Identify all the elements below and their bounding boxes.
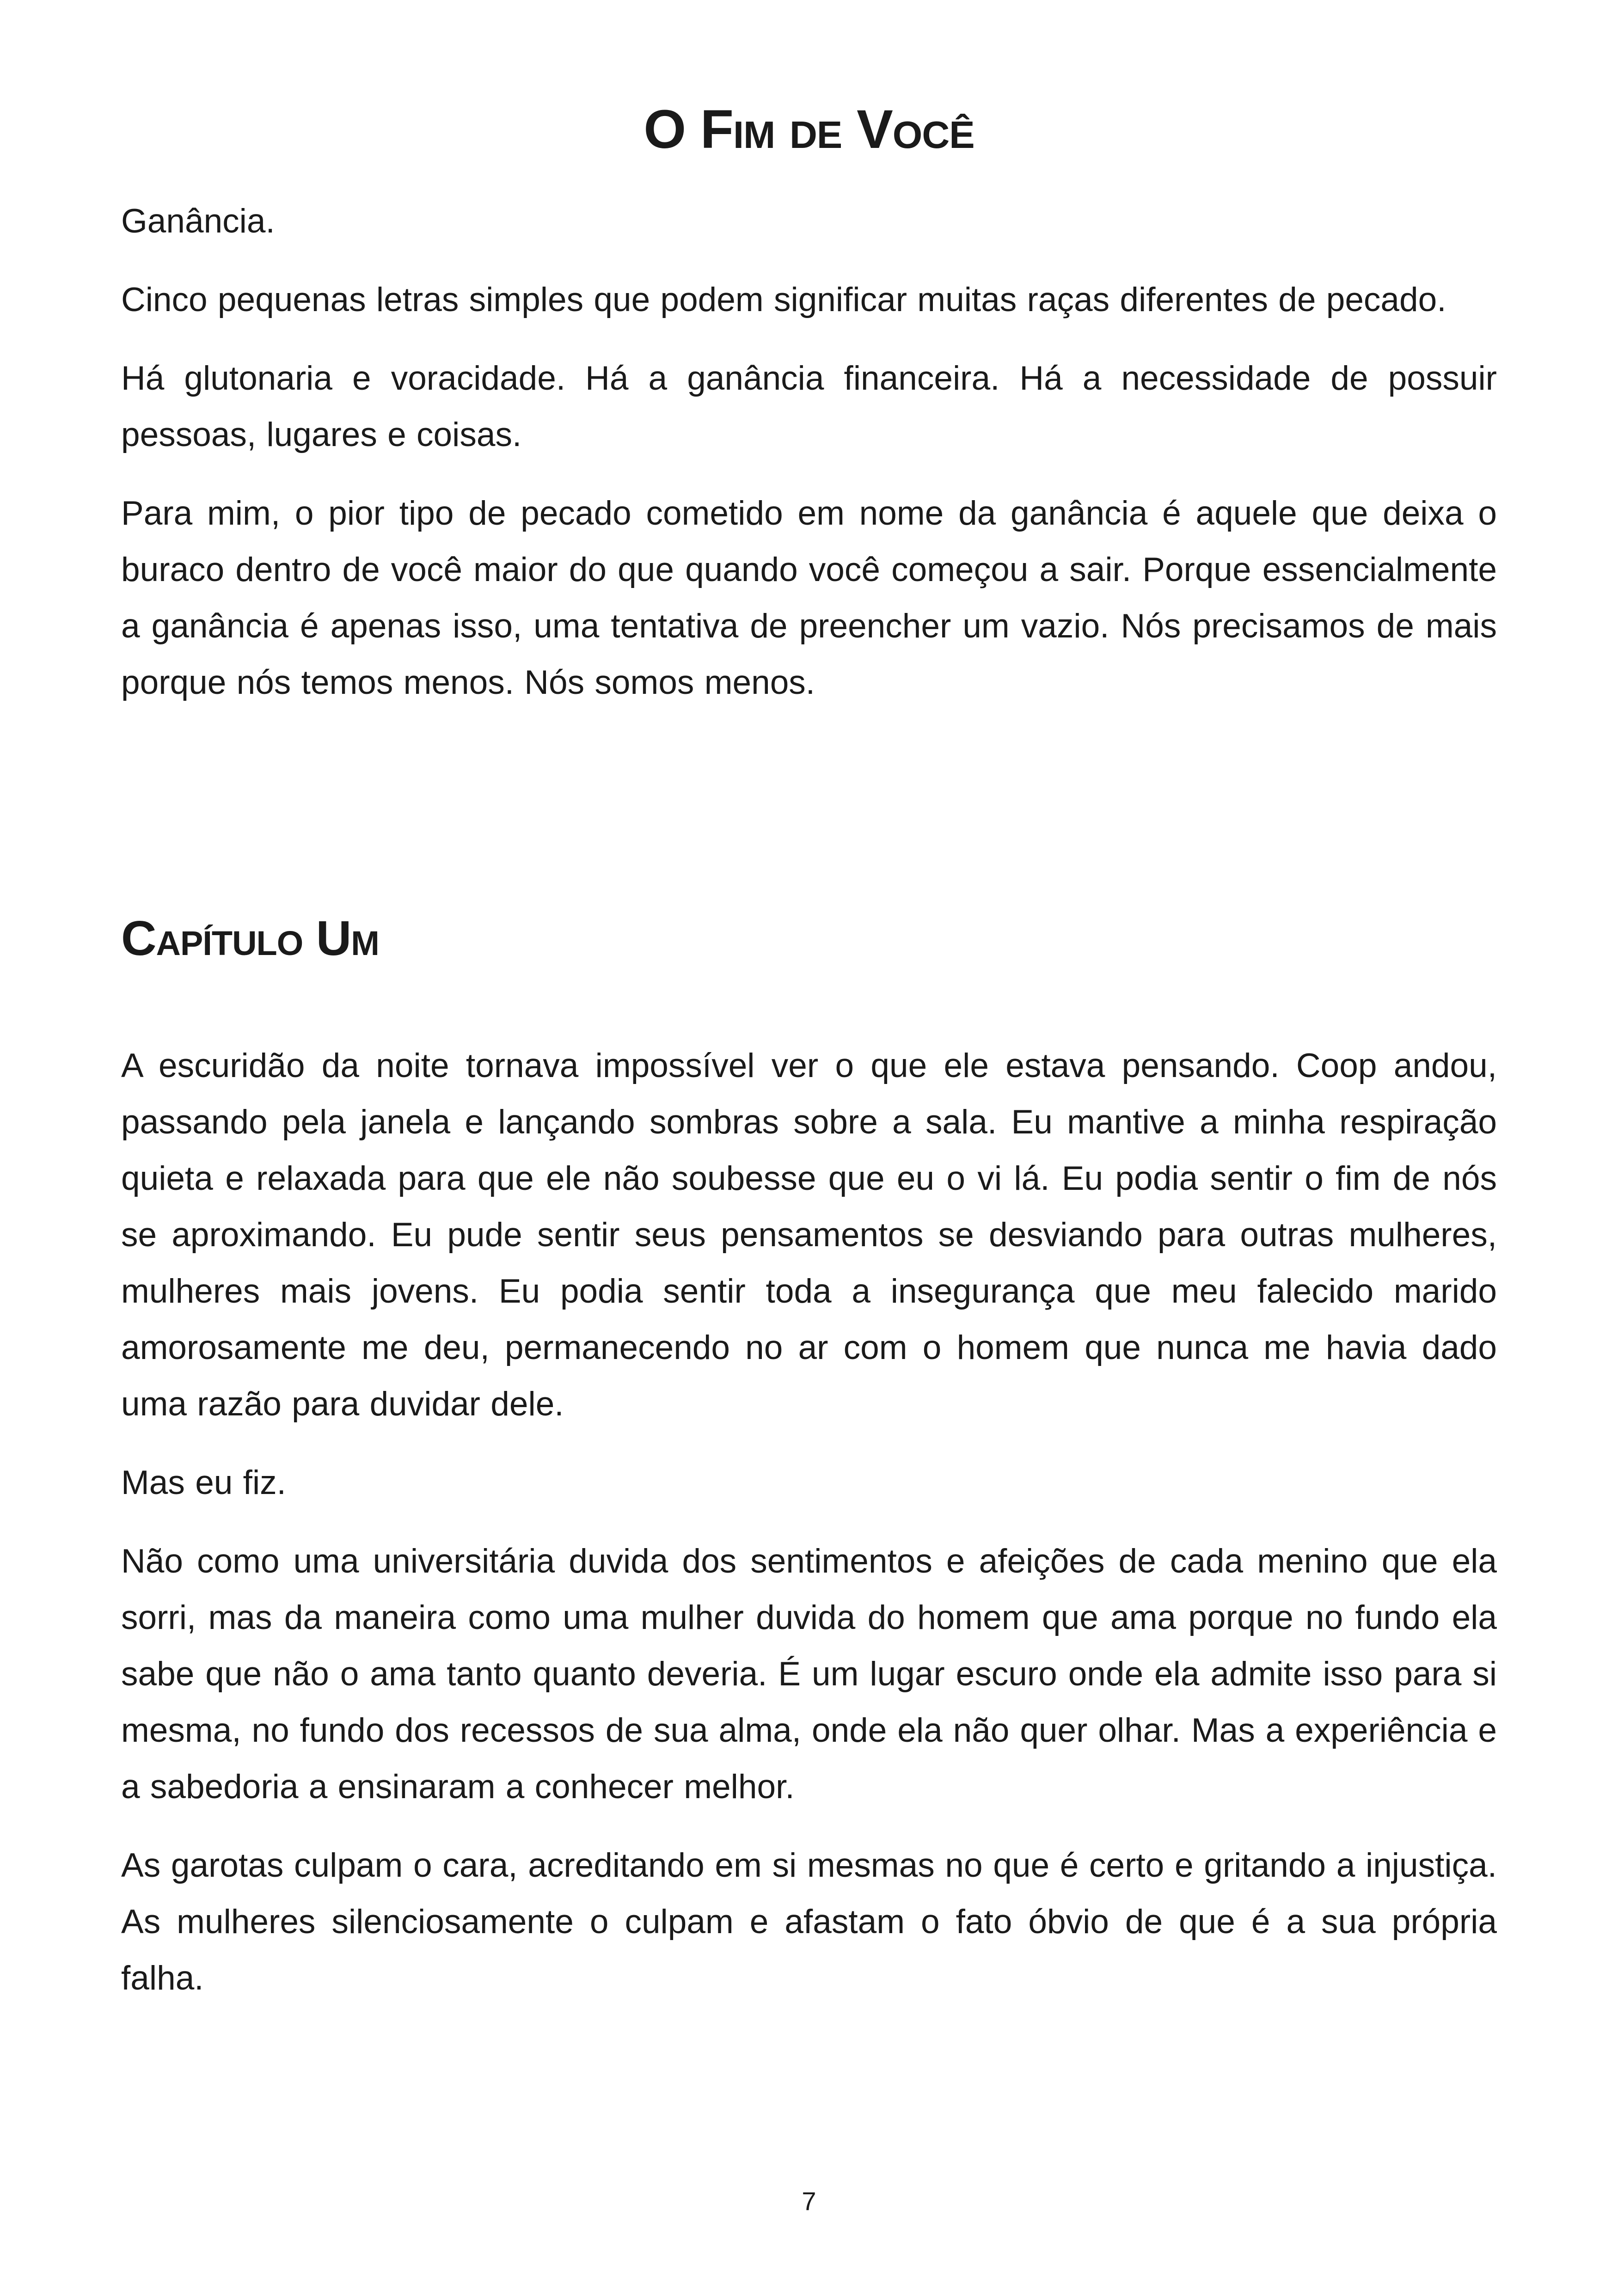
chapter-title: Capítulo Um: [121, 911, 379, 966]
chapter-body: [121, 1038, 1497, 2029]
chapter-paragraph: Mas eu fiz.: [121, 1464, 286, 1501]
chapter-paragraph: A escuridão da noite tornava impossível ver o que ele estava pensando. Coop andou, passando pela janela e lançando sombras sobre a sala. Eu mantive a minha respiração quieta e relaxada para que ele não soubesse que eu o vi lá. Eu podia sentir o fim de nós se aproximando. Eu pude sentir seus pensamentos se desviando para outras mulheres, mulheres mais jovens. Eu podia sentir toda a insegurança que meu falecido marido amorosamente me deu, permanecendo no ar com o homem que nunca me havia dado uma razão para duvidar dele.: [121, 1047, 1497, 1423]
intro-paragraph: Cinco pequenas letras simples que podem significar muitas raças diferentes de pecado.: [121, 281, 1446, 318]
page-number: 7: [802, 2186, 816, 2216]
intro-paragraph: Há glutonaria e voracidade. Há a ganância financeira. Há a necessidade de possuir pessoas, lugares e coisas.: [121, 360, 1497, 453]
intro-paragraph: Ganância.: [121, 202, 275, 240]
intro-section: [121, 193, 1497, 733]
book-title: O Fim de Você: [644, 99, 974, 160]
chapter-paragraph: Não como uma universitária duvida dos sentimentos e afeições de cada menino que ela sorri, mas da maneira como uma mulher duvida do homem que ama porque no fundo ela sabe que não o ama tanto quanto deveria. É um lugar escuro onde ela admite isso para si mesma, no fundo dos recessos de sua alma, onde ela não quer olhar. Mas a experiência e a sabedoria a ensinaram a conhecer melhor.: [121, 1543, 1497, 1806]
intro-paragraph: Para mim, o pior tipo de pecado cometido em nome da ganância é aquele que deixa o buraco dentro de você maior do que quando você começou a sair. Porque essencialmente a ganância é apenas isso, uma tentativa de preencher um vazio. Nós precisamos de mais porque nós temos menos. Nós somos menos.: [121, 495, 1497, 701]
chapter-paragraph: As garotas culpam o cara, acreditando em si mesmas no que é certo e gritando a injustiça. As mulheres silenciosamente o culpam e afastam o fato óbvio de que é a sua própria falha.: [121, 1847, 1497, 1997]
